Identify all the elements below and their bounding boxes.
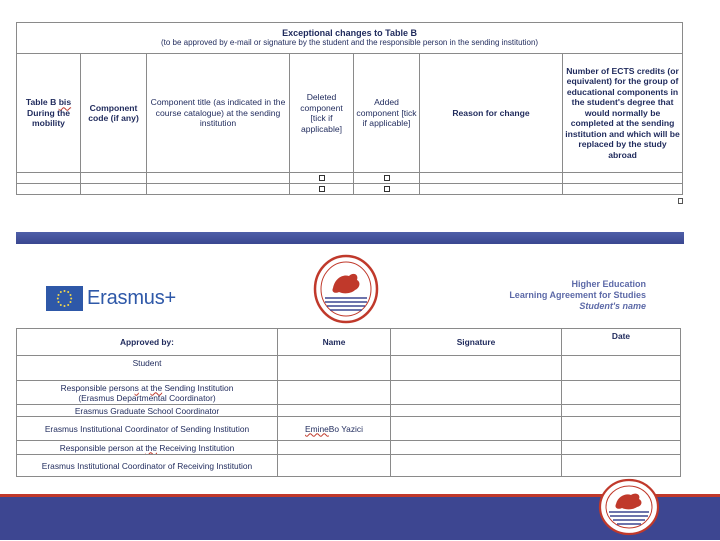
table-title-text: Exceptional changes to Table B: [282, 27, 417, 38]
name-cell[interactable]: [278, 381, 391, 405]
header-component-code: Component code (if any): [81, 54, 147, 173]
document-header: [509, 279, 646, 313]
signature-cell[interactable]: [391, 455, 562, 477]
deleted-checkbox-cell: [290, 173, 354, 184]
header-line-learning-agreement: Learning Agreement for Studies: [509, 290, 646, 301]
header-table-b: Table B bis During the mobility: [17, 54, 81, 173]
date-cell[interactable]: [562, 417, 681, 441]
header-component-title: Component title (as indicated in the course catalogue) at the sending institution: [147, 54, 290, 173]
signature-cell[interactable]: [391, 381, 562, 405]
header-added-component: Added component [tick if applicable]: [354, 54, 420, 173]
header-line-student-name: Student's name: [579, 301, 646, 312]
table-row: [17, 417, 681, 441]
header-line-higher-education: Higher Education: [571, 279, 646, 289]
header-approved-by: Approved by:: [17, 329, 278, 356]
eu-flag-icon: [46, 286, 83, 311]
table-row: [17, 405, 681, 417]
approval-header-row: [17, 329, 681, 356]
table-row: [17, 455, 681, 477]
name-cell[interactable]: [278, 405, 391, 417]
added-checkbox-cell: [354, 184, 420, 195]
corner-checkbox-mark: [678, 198, 683, 204]
table-cell[interactable]: [420, 184, 563, 195]
coordinator-name: EmineBo Yazici: [278, 417, 391, 441]
table-title: [17, 23, 683, 54]
row-erasmus-receiving: Erasmus Institutional Coordinator of Receiving Institution: [17, 455, 278, 477]
added-checkbox-cell: [354, 173, 420, 184]
header-name: Name: [278, 329, 391, 356]
row-erasmus-sending: Erasmus Institutional Coordinator of Sending Institution: [17, 417, 278, 441]
signature-cell[interactable]: [391, 356, 562, 381]
name-cell[interactable]: [278, 441, 391, 455]
table-cell[interactable]: [17, 173, 81, 184]
date-cell[interactable]: [562, 441, 681, 455]
erasmus-logo: [46, 286, 176, 312]
header-reason-for-change: Reason for change: [420, 54, 563, 173]
deleted-checkbox[interactable]: [319, 186, 325, 192]
table-row: [17, 184, 683, 195]
name-cell[interactable]: [278, 356, 391, 381]
header-deleted-component: Deleted component [tick if applicable]: [290, 54, 354, 173]
added-checkbox[interactable]: [384, 175, 390, 181]
name-cell[interactable]: [278, 455, 391, 477]
table-row: [17, 441, 681, 455]
header-signature: Signature: [391, 329, 562, 356]
table-cell[interactable]: [420, 173, 563, 184]
added-checkbox[interactable]: [384, 186, 390, 192]
erasmus-wordmark: Erasmus+: [87, 287, 176, 309]
section-divider-bar: [16, 232, 684, 244]
signature-cell[interactable]: [391, 441, 562, 455]
deleted-checkbox[interactable]: [319, 175, 325, 181]
row-responsible-receiving: Responsible person at the Receiving Institution: [17, 441, 278, 455]
date-cell[interactable]: [562, 356, 681, 381]
university-seal-icon: [313, 254, 379, 324]
date-cell[interactable]: [562, 381, 681, 405]
table-cell[interactable]: [81, 184, 147, 195]
signature-cell[interactable]: [391, 417, 562, 441]
row-student: Student: [17, 356, 278, 381]
footer-seal-icon: [598, 478, 660, 536]
row-graduate-school: Erasmus Graduate School Coordinator: [17, 405, 278, 417]
header-date: Date: [562, 329, 681, 356]
exceptional-changes-section: [16, 22, 682, 197]
date-cell[interactable]: [562, 405, 681, 417]
header-ects-credits: Number of ECTS credits (or equivalent) for the group of educational components in the student's degree that would normally be completed at the sending institution and which will be replaced by the study abroad: [563, 54, 683, 173]
table-row: [17, 381, 681, 405]
deleted-checkbox-cell: [290, 184, 354, 195]
table-cell[interactable]: [563, 173, 683, 184]
table-cell[interactable]: [563, 184, 683, 195]
table-cell[interactable]: [17, 184, 81, 195]
table-cell[interactable]: [81, 173, 147, 184]
date-cell[interactable]: [562, 455, 681, 477]
table-cell[interactable]: [147, 184, 290, 195]
exceptional-changes-table: [16, 22, 683, 195]
table-row: [17, 173, 683, 184]
table-row: [17, 356, 681, 381]
table-cell[interactable]: [147, 173, 290, 184]
table-subtitle: (to be approved by e-mail or signature by the student and the responsible person in the sending institution): [160, 38, 539, 47]
signature-cell[interactable]: [391, 405, 562, 417]
row-responsible-sending: Responsible persons at the Sending Institution (Erasmus Departmental Coordinator): [17, 381, 278, 405]
approval-table: [16, 328, 681, 477]
